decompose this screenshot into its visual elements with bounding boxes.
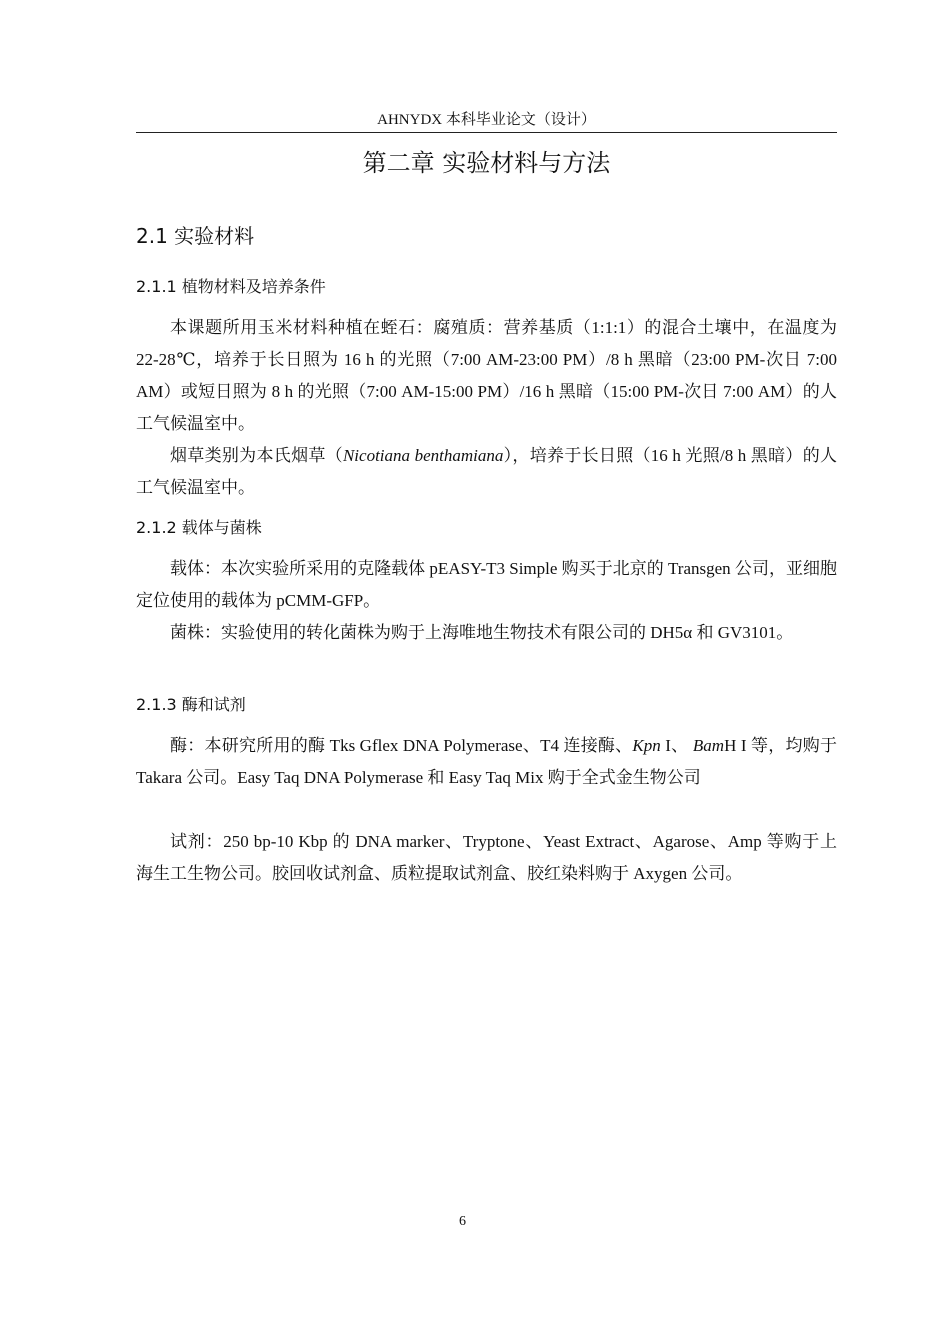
enzymes-text-c: H I 等，均购于 Takara 公司。Easy Taq DNA Polymerase 和 Easy Taq Mix 购于全式金生物公司 xyxy=(136,736,837,787)
section-heading-2-1-2: 2.1.2 载体与菌株 xyxy=(136,518,262,537)
enzymes-text-b: I、 xyxy=(660,736,693,755)
paragraph-tobacco xyxy=(136,440,837,504)
running-header: AHNYDX 本科毕业论文（设计） xyxy=(136,110,837,133)
page-number: 6 xyxy=(459,1214,466,1229)
kpn-italic: Kpn xyxy=(632,736,661,755)
paragraph-reagents: 试剂：250 bp-10 Kbp 的 DNA marker、Tryptone、Yeast Extract、Agarose、Amp 等购于上海生工生物公司。胶回收试剂盒、质粒提取试剂盒、胶红染料购于 Axygen 公司。 xyxy=(136,832,837,883)
chapter-title: 第二章 实验材料与方法 xyxy=(362,149,611,177)
enzymes-text-a: 酶：本研究所用的酶 Tks Gflex DNA Polymerase、T4 连接酶、 xyxy=(170,736,633,755)
paragraph-plant-material: 本课题所用玉米材料种植在蛭石：腐殖质：营养基质（1:1:1）的混合土壤中，在温度为 22-28℃，培养于长日照为 16 h 的光照（7:00 AM-23:00 PM）/8 h 黑暗（23:00 PM-次日 7:00 AM）或短日照为 8 h 的光照（7:00 AM-15:00 PM）/16 h 黑暗（15:00 PM-次日 7:00 AM）的人工气候温室中。 xyxy=(136,318,837,433)
paragraph-enzymes xyxy=(136,730,837,794)
paragraph-vector: 载体：本次实验所采用的克隆载体 pEASY-T3 Simple 购买于北京的 Transgen 公司，亚细胞定位使用的载体为 pCMM-GFP。 xyxy=(136,559,837,610)
species-name-italic: Nicotiana benthamiana xyxy=(342,446,504,465)
tobacco-text-after: ），培养于长日照（16 h 光照/8 h 黑暗）的人工气候温室中。 xyxy=(136,446,837,497)
bam-italic: Bam xyxy=(692,736,725,755)
tobacco-text-before: 烟草类别为本氏烟草（ xyxy=(170,446,343,465)
section-heading-2-1: 2.1 实验材料 xyxy=(136,224,255,248)
section-heading-2-1-1: 2.1.1 植物材料及培养条件 xyxy=(136,277,326,296)
section-heading-2-1-3: 2.1.3 酶和试剂 xyxy=(136,695,246,714)
paragraph-strain: 菌株：实验使用的转化菌株为购于上海唯地生物技术有限公司的 DH5α 和 GV3101。 xyxy=(170,623,794,642)
